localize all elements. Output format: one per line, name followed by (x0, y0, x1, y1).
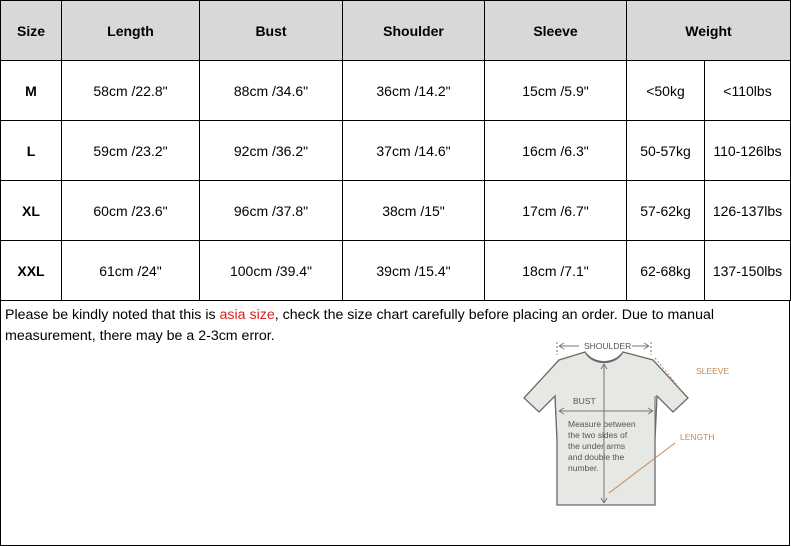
header-bust: Bust (200, 1, 343, 61)
length-cell: 59cm /23.2" (62, 121, 200, 181)
note-text-after: , check the size chart carefully before placing an order. Due to manual measurement, there may be a 2-3cm error. (5, 307, 714, 344)
weight-lbs-cell: <110lbs (705, 61, 791, 121)
sleeve-cell: 17cm /6.7" (485, 181, 627, 241)
sleeve-cell: 15cm /5.9" (485, 61, 627, 121)
measure-desc-line: Measure between (568, 419, 636, 429)
length-cell: 58cm /22.8" (62, 61, 200, 121)
header-size: Size (1, 1, 62, 61)
table-header-row (1, 1, 791, 61)
bust-label: BUST (573, 396, 596, 406)
note-text-before: Please be kindly noted that this is (5, 307, 220, 323)
header-length: Length (62, 1, 200, 61)
weight-kg-cell: <50kg (627, 61, 705, 121)
measure-desc-line: number. (568, 463, 599, 473)
weight-kg-cell: 50-57kg (627, 121, 705, 181)
table-row (1, 181, 791, 241)
shoulder-label: SHOULDER (584, 341, 632, 351)
shoulder-cell: 38cm /15" (343, 181, 485, 241)
measure-desc-line: the two sides of (568, 430, 628, 440)
measure-desc-line: and double the (568, 452, 625, 462)
table-row (1, 121, 791, 181)
weight-kg-cell: 57-62kg (627, 181, 705, 241)
tshirt-measurement-diagram (515, 330, 730, 515)
shoulder-cell: 37cm /14.6" (343, 121, 485, 181)
length-label: LENGTH (680, 432, 715, 442)
header-sleeve: Sleeve (485, 1, 627, 61)
shoulder-cell: 39cm /15.4" (343, 241, 485, 301)
bust-cell: 96cm /37.8" (200, 181, 343, 241)
table-row (1, 61, 791, 121)
size-cell: XXL (1, 241, 62, 301)
bust-cell: 100cm /39.4" (200, 241, 343, 301)
length-cell: 60cm /23.6" (62, 181, 200, 241)
size-cell: XL (1, 181, 62, 241)
measure-desc-line: the under arms (568, 441, 626, 451)
weight-lbs-cell: 110-126lbs (705, 121, 791, 181)
bust-cell: 88cm /34.6" (200, 61, 343, 121)
shoulder-cell: 36cm /14.2" (343, 61, 485, 121)
sleeve-cell: 18cm /7.1" (485, 241, 627, 301)
sleeve-label: SLEEVE (696, 366, 730, 376)
bust-cell: 92cm /36.2" (200, 121, 343, 181)
weight-lbs-cell: 126-137lbs (705, 181, 791, 241)
header-weight: Weight (627, 1, 791, 61)
length-cell: 61cm /24" (62, 241, 200, 301)
note-highlight: asia size (219, 307, 275, 323)
header-shoulder: Shoulder (343, 1, 485, 61)
sleeve-cell: 16cm /6.3" (485, 121, 627, 181)
table-row (1, 241, 791, 301)
size-cell: L (1, 121, 62, 181)
weight-lbs-cell: 137-150lbs (705, 241, 791, 301)
size-cell: M (1, 61, 62, 121)
weight-kg-cell: 62-68kg (627, 241, 705, 301)
